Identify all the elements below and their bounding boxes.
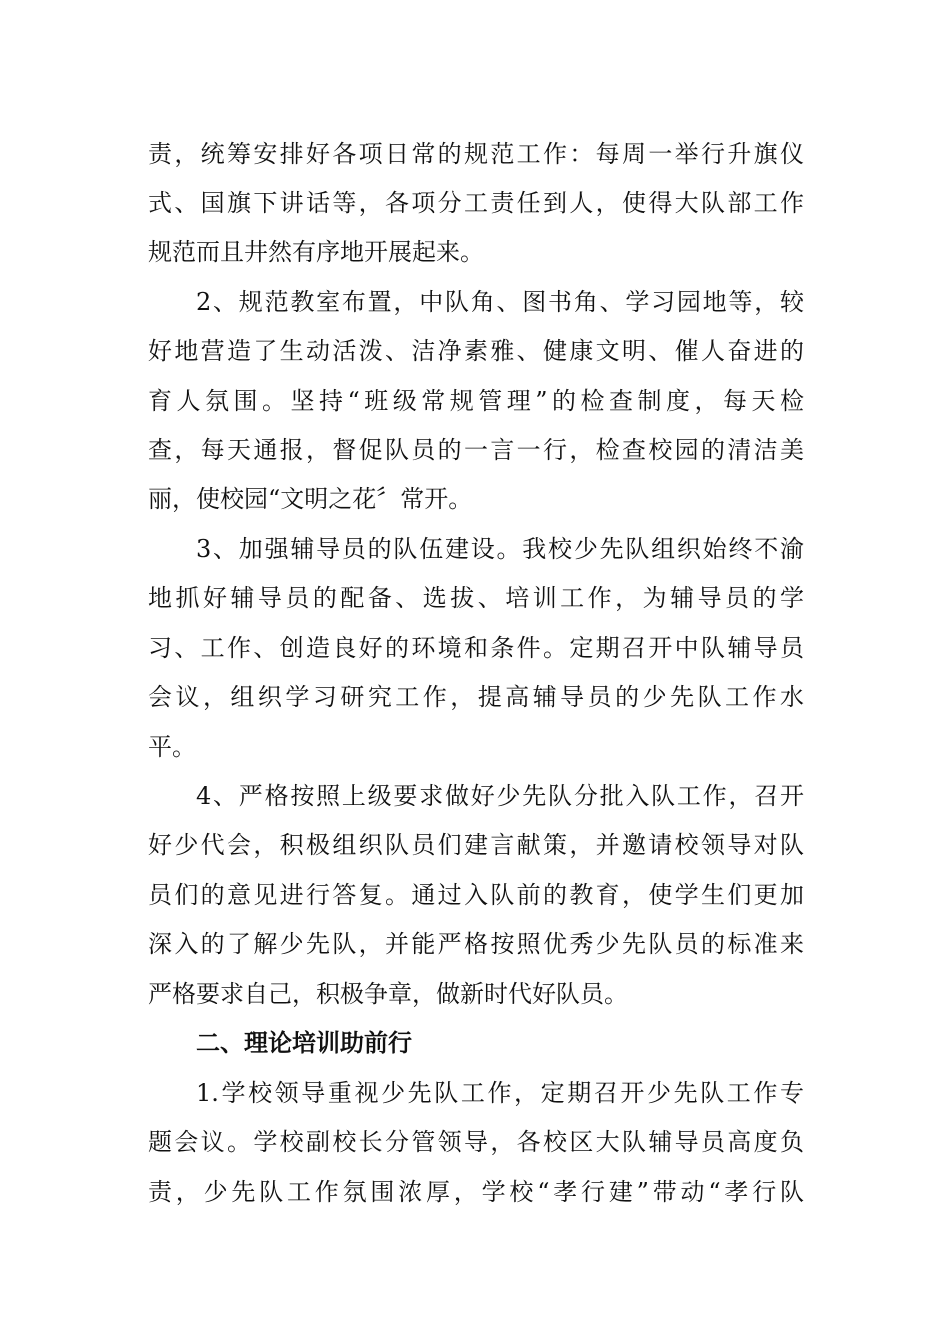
paragraph-line: 习、工作、创造良好的环境和条件。定期召开中队辅导员 [148, 634, 804, 662]
paragraph-line: 育人氛围。坚持“班级常规管理”的检查制度，每天检 [148, 387, 804, 415]
paragraph-line: 深入的了解少先队，并能严格按照优秀少先队员的标准来 [148, 930, 804, 958]
section-heading: 二、理论培训助前行 [196, 1029, 412, 1057]
paragraph-line: 地抓好辅导员的配备、选拔、培训工作，为辅导员的学 [148, 584, 804, 612]
paragraph-line: 1.学校领导重视少先队工作，定期召开少先队工作专 [196, 1079, 804, 1107]
paragraph-line: 好地营造了生动活泼、洁净素雅、健康文明、催人奋进的 [148, 337, 804, 365]
paragraph-line: 会议，组织学习研究工作，提高辅导员的少先队工作水 [148, 683, 804, 711]
paragraph-line: 题会议。学校副校长分管领导，各校区大队辅导员高度负 [148, 1128, 804, 1156]
paragraph-line: 式、国旗下讲话等，各项分工责任到人，使得大队部工作 [148, 189, 804, 217]
paragraph-line: 4、严格按照上级要求做好少先队分批入队工作，召开 [196, 782, 804, 810]
paragraph-line: 丽，使校园“文明之花〞常开。 [148, 485, 473, 513]
paragraph-line: 责，少先队工作氛围浓厚，学校“孝行建”带动“孝行队 [148, 1178, 804, 1206]
paragraph-line: 规范而且井然有序地开展起来。 [148, 238, 484, 266]
paragraph-line: 3、加强辅导员的队伍建设。我校少先队组织始终不渝 [196, 535, 804, 563]
paragraph-line: 好少代会，积极组织队员们建言献策，并邀请校领导对队 [148, 831, 804, 859]
paragraph-line: 查，每天通报，督促队员的一言一行，检查校园的清洁美 [148, 436, 804, 464]
paragraph-line: 员们的意见进行答复。通过入队前的教育，使学生们更加 [148, 881, 804, 909]
paragraph-line: 责，统筹安排好各项日常的规范工作：每周一举行升旗仪 [148, 140, 804, 168]
paragraph-line: 平。 [148, 733, 196, 761]
paragraph-line: 严格要求自己，积极争章，做新时代好队员。 [148, 980, 628, 1008]
paragraph-line: 2、规范教室布置，中队角、图书角、学习园地等，较 [196, 288, 804, 316]
